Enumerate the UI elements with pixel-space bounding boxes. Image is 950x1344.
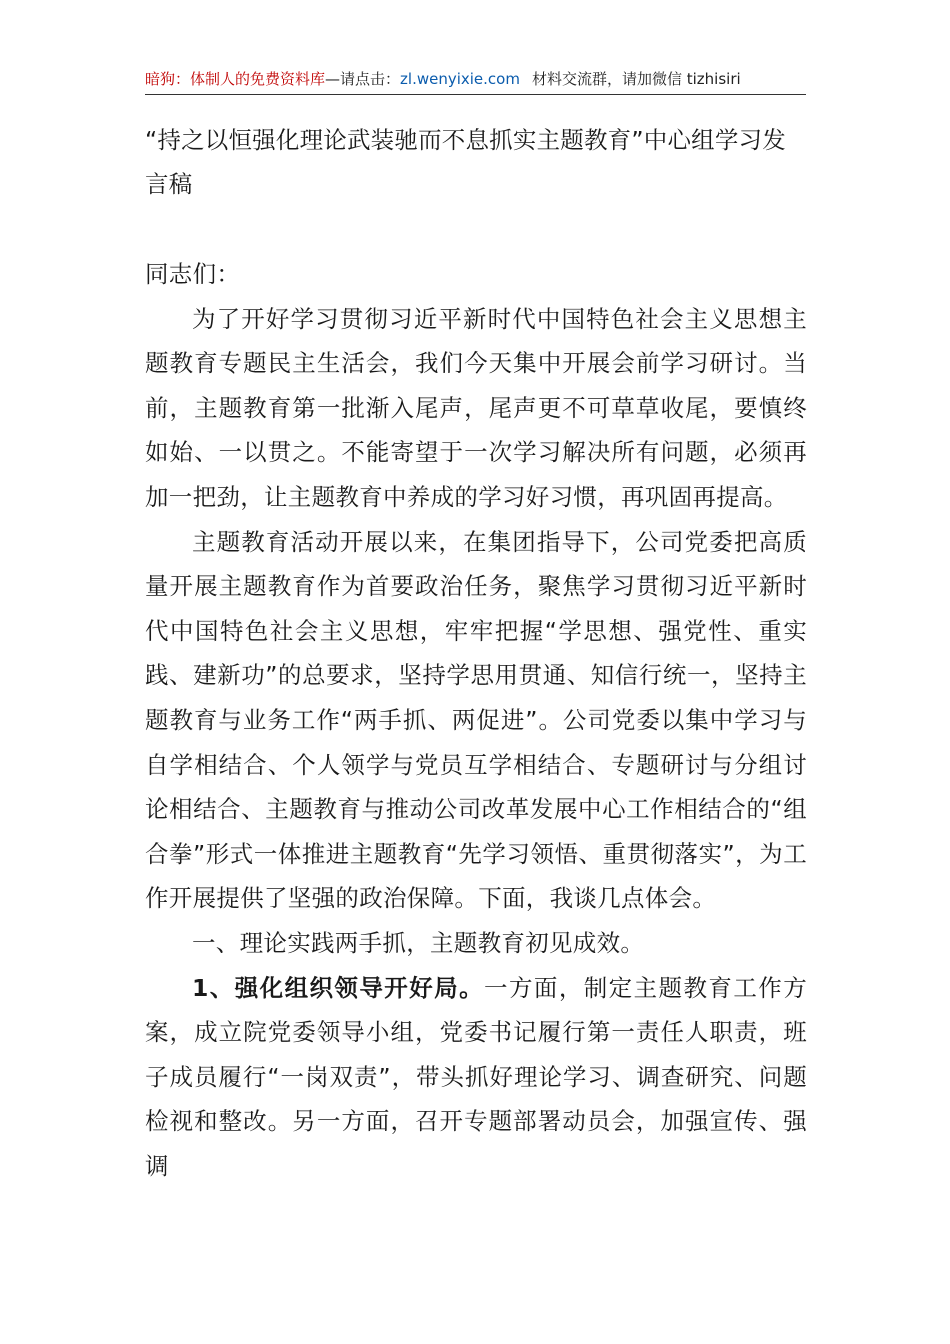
paragraph-intro: 为了开好学习贯彻习近平新时代中国特色社会主义思想主题教育专题民主生活会，我们今天集中开展会前学习研讨。当前，主题教育第一批渐入尾声，尾声更不可草草收尾，要慎终如始、一以贯之。不能寄望于一次学习解决所有问题，必须再加一把劲，让主题教育中养成的学习好习惯，再巩固再提高。: [145, 304, 807, 511]
document-body: [145, 118, 807, 1188]
page-header: [145, 66, 806, 95]
point-1-paragraph: [145, 966, 807, 1189]
point-1-text: 一方面，制定主题教育工作方案，成立院党委领导小组，党委书记履行第一责任人职责，班子成员履行“一岗双责”，带头抓好理论学习、调查研究、问题检视和整改。另一方面，召开专题部署动员会，加强宣传、强调: [145, 973, 808, 1180]
salutation: 同志们：: [145, 260, 241, 288]
section-heading: 一、理论实践两手抓，主题教育初见成效。: [192, 928, 645, 957]
header-brand: 暗狗：体制人的免费资料库: [145, 70, 326, 88]
paragraph-overview: 主题教育活动开展以来，在集团指导下，公司党委把高质量开展主题教育作为首要政治任务，聚焦学习贯彻习近平新时代中国特色社会主义思想，牢牢把握“学思想、强党性、重实践、建新功”的总要求，坚持学思用贯通、知信行统一，坚持主题教育与业务工作“两手抓、两促进”。公司党委以集中学习与自学相结合、个人领学与党员互学相结合、专题研讨与分组讨论相结合、主题教育与推动公司改革发展中心工作相结合的“组合拳”形式一体推进主题教育“先学习领悟、重贯彻落实”，为工作开展提供了坚强的政治保障。下面，我谈几点体会。: [145, 527, 807, 913]
document-title: “持之以恒强化理论武装驰而不息抓实主题教育”中心组学习发言稿: [145, 126, 786, 198]
header-contact: 材料交流群，请加微信 tizhisiri: [531, 70, 741, 88]
header-url-link[interactable]: zl.wenyixie.com: [400, 70, 520, 88]
title-spacer: [145, 206, 807, 252]
point-1-heading: 1、强化组织领导开好局。: [192, 973, 485, 1002]
header-click-prompt: —请点击：: [325, 70, 401, 88]
